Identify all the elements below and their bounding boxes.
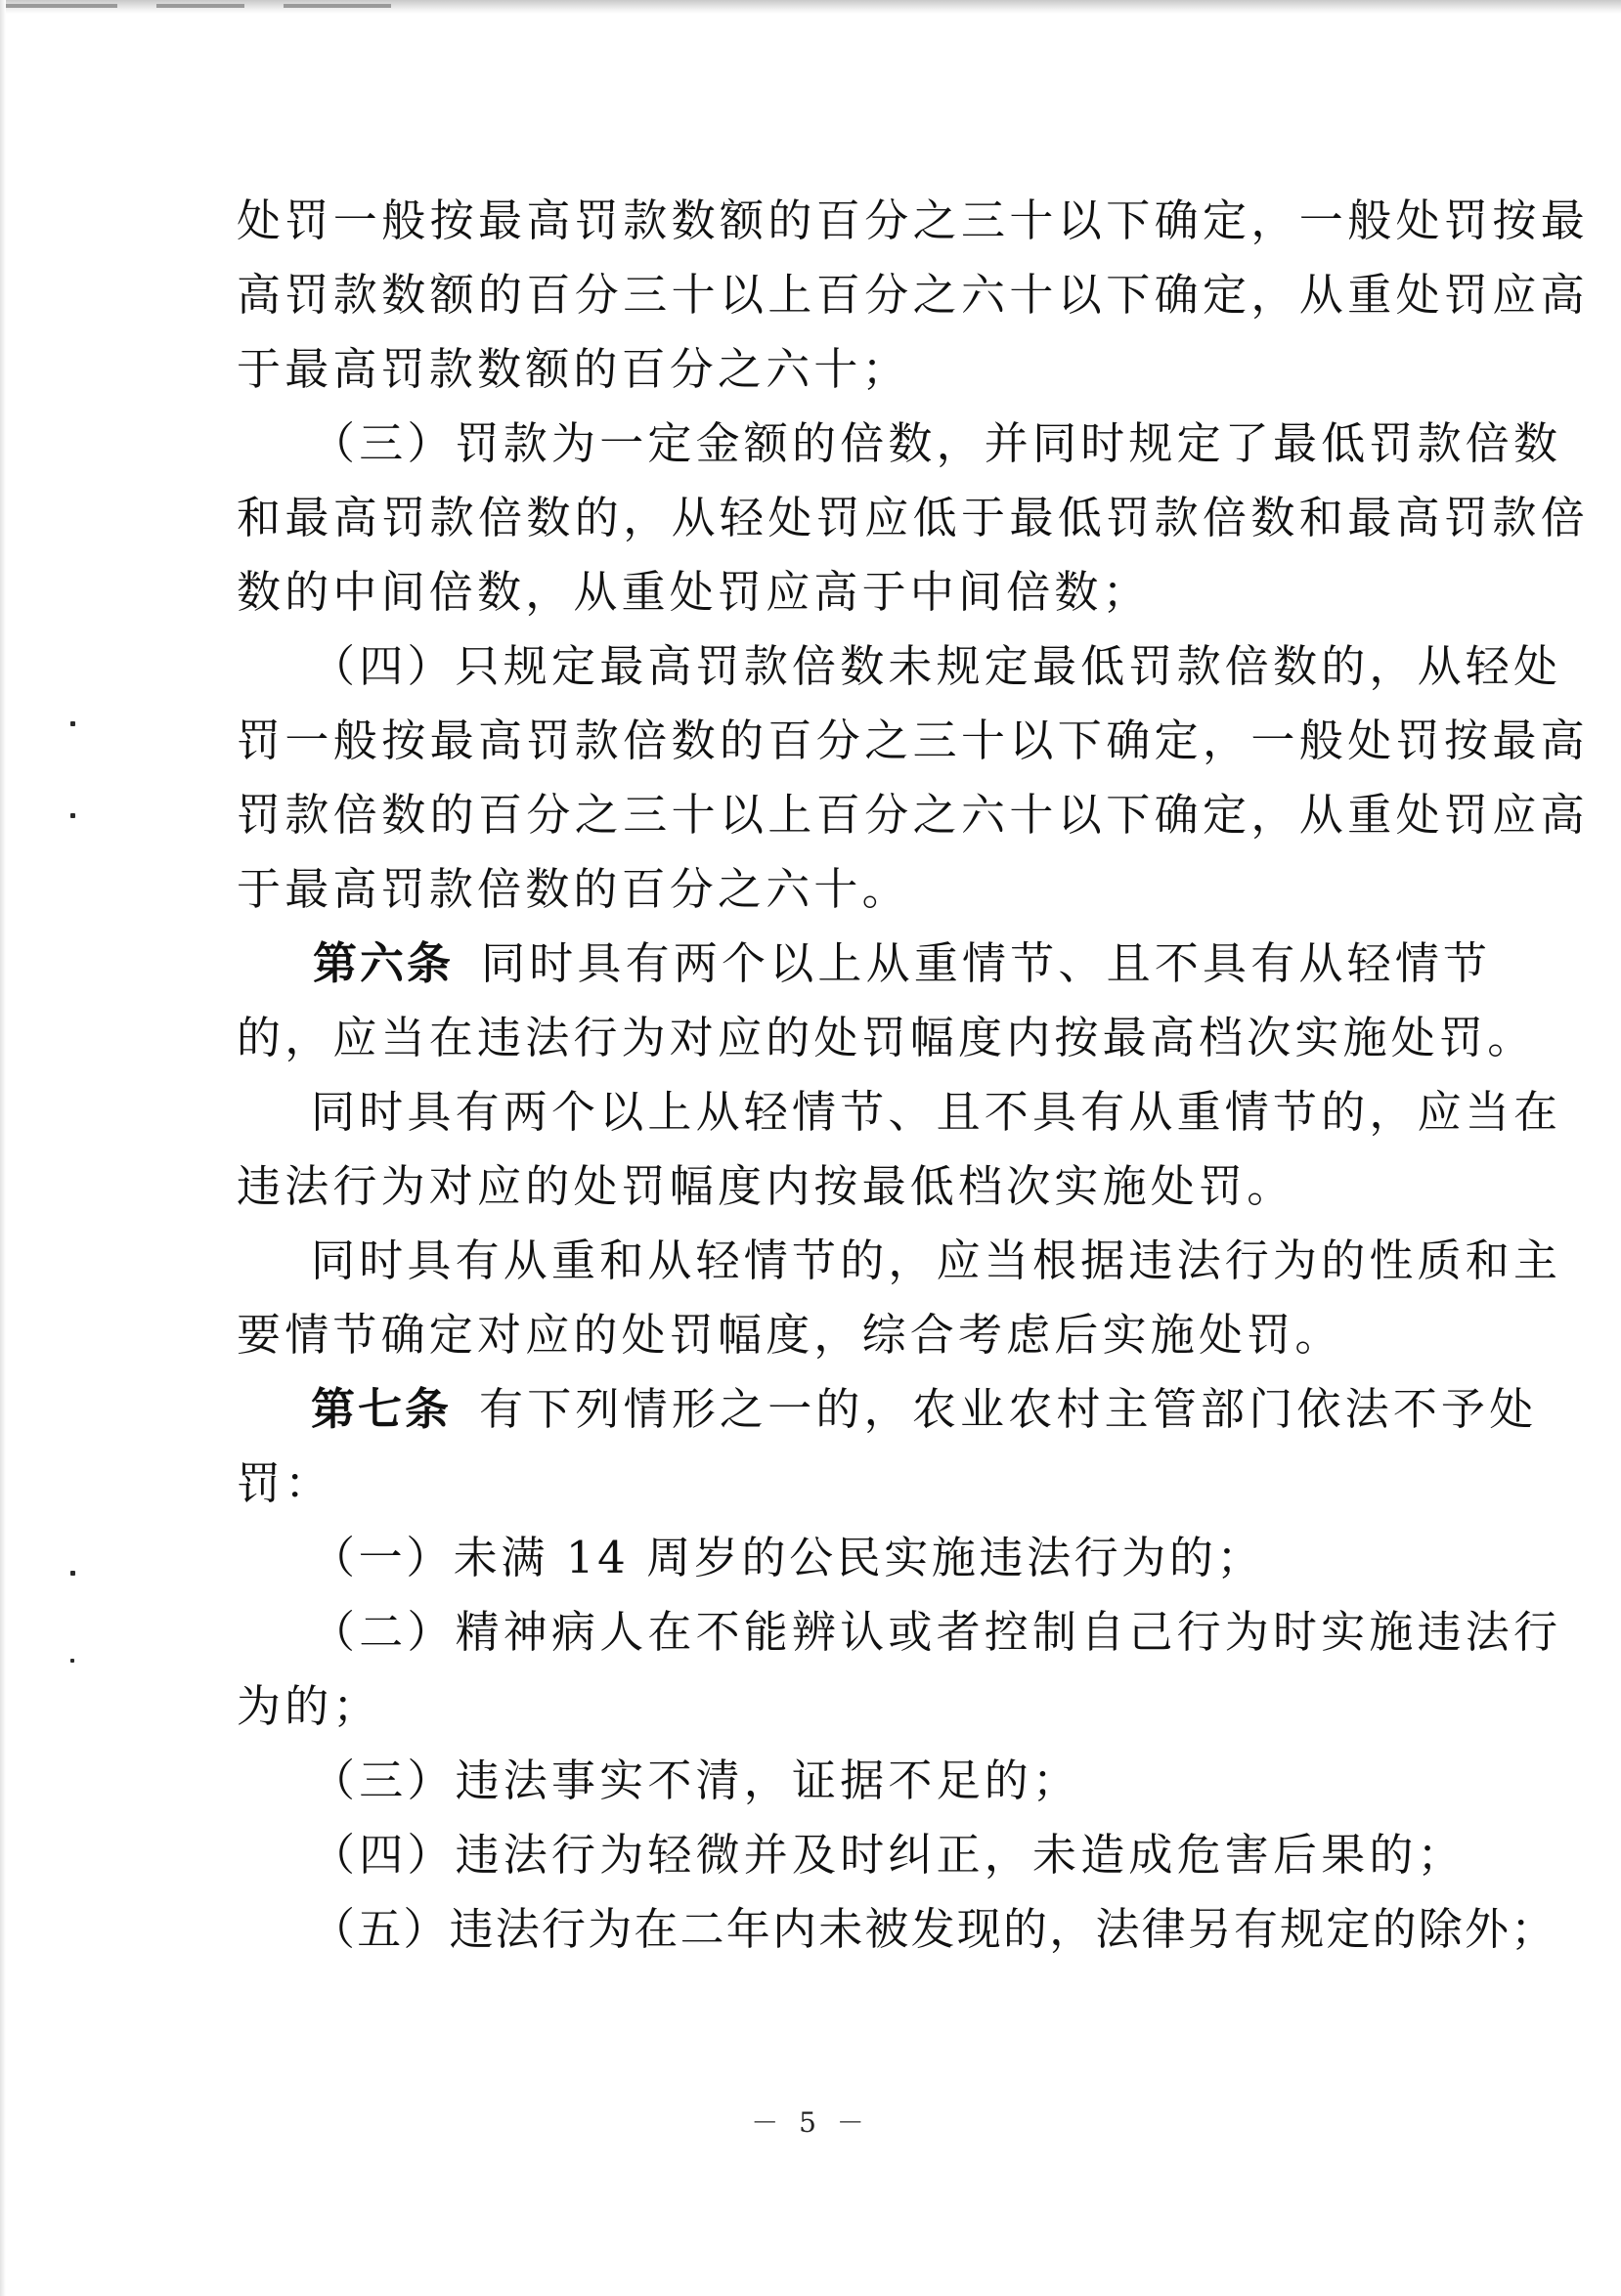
text-line: 同时具有从重和从轻情节的，应当根据违法行为的性质和主 [311, 1235, 1562, 1286]
text-line: 同时具有两个以上从轻情节、且不具有从重情节的，应当在 [311, 1086, 1562, 1138]
paragraph [237, 1224, 1562, 1372]
text-line: 高罚款数额的百分三十以上百分之六十以下确定，从重处罚应高 [237, 269, 1590, 321]
article-text: 同时具有两个以上从重情节、且不具有从轻情节 [481, 937, 1492, 989]
text-line: （二）精神病人在不能辨认或者控制自己行为时实施违法行 [311, 1606, 1562, 1658]
list-item [237, 1595, 1562, 1744]
text-line: 处罚一般按最高罚款数额的百分之三十以下确定，一般处罚按最 [237, 195, 1590, 246]
article-label: 第七条 [311, 1383, 453, 1435]
text-line [237, 927, 1492, 1001]
text-line: （一）未满 14 周岁的公民实施违法行为的； [311, 1532, 1265, 1583]
text-line: 数的中间倍数，从重处罚应高于中间倍数； [237, 566, 1151, 618]
list-item [237, 1521, 1464, 1595]
article-7 [237, 1372, 1538, 1521]
text-line: 和最高罚款倍数的，从轻处罚应低于最低罚款倍数和最高罚款倍 [237, 492, 1590, 543]
text-line: 于最高罚款数额的百分之六十； [237, 343, 910, 395]
text-line: 罚款倍数的百分之三十以上百分之六十以下确定，从重处罚应高 [237, 789, 1590, 841]
scan-speck [70, 1659, 74, 1663]
article-text: 有下列情形之一的，农业农村主管部门依法不予处 [479, 1383, 1538, 1435]
paragraph [237, 629, 1590, 927]
paragraph [237, 407, 1590, 629]
paragraph [237, 184, 1590, 407]
paragraph [237, 1075, 1562, 1224]
text-line: （三）违法事实不清，证据不足的； [311, 1754, 1081, 1806]
text-line: （四）违法行为轻微并及时纠正，未造成危害后果的； [311, 1829, 1466, 1881]
text-line: （三）罚款为一定金额的倍数，并同时规定了最低罚款倍数 [311, 417, 1562, 469]
text-line: 为的； [237, 1680, 381, 1732]
text-line [237, 1372, 1538, 1447]
article-label: 第六条 [313, 937, 455, 989]
text-line: 要情节确定对应的处罚幅度，综合考虑后实施处罚。 [237, 1309, 1343, 1361]
text-line: （五）违法行为在二年内未被发现的，法律另有规定的除外； [311, 1903, 1557, 1955]
text-line: 罚一般按最高罚款倍数的百分之三十以下确定，一般处罚按最高 [237, 715, 1590, 766]
list-item [237, 1744, 1464, 1818]
text-line: 的，应当在违法行为对应的处罚幅度内按最高档次实施处罚。 [237, 1012, 1536, 1063]
text-line: 违法行为对应的处罚幅度内按最低档次实施处罚。 [237, 1160, 1295, 1212]
list-item [237, 1818, 1464, 1892]
document-body [237, 184, 1590, 1967]
text-line: 于最高罚款倍数的百分之六十。 [237, 863, 910, 915]
list-item [237, 1892, 1557, 1967]
text-line: （四）只规定最高罚款倍数未规定最低罚款倍数的，从轻处 [311, 640, 1562, 692]
article-6 [237, 927, 1536, 1075]
scan-speck [70, 721, 75, 726]
scan-speck [70, 813, 75, 818]
text-line: 罚： [237, 1457, 333, 1509]
scan-top-edge [0, 0, 1621, 14]
scan-left-edge [0, 0, 6, 2296]
page-number: － 5 － [751, 2106, 870, 2139]
scan-speck [70, 1571, 75, 1576]
